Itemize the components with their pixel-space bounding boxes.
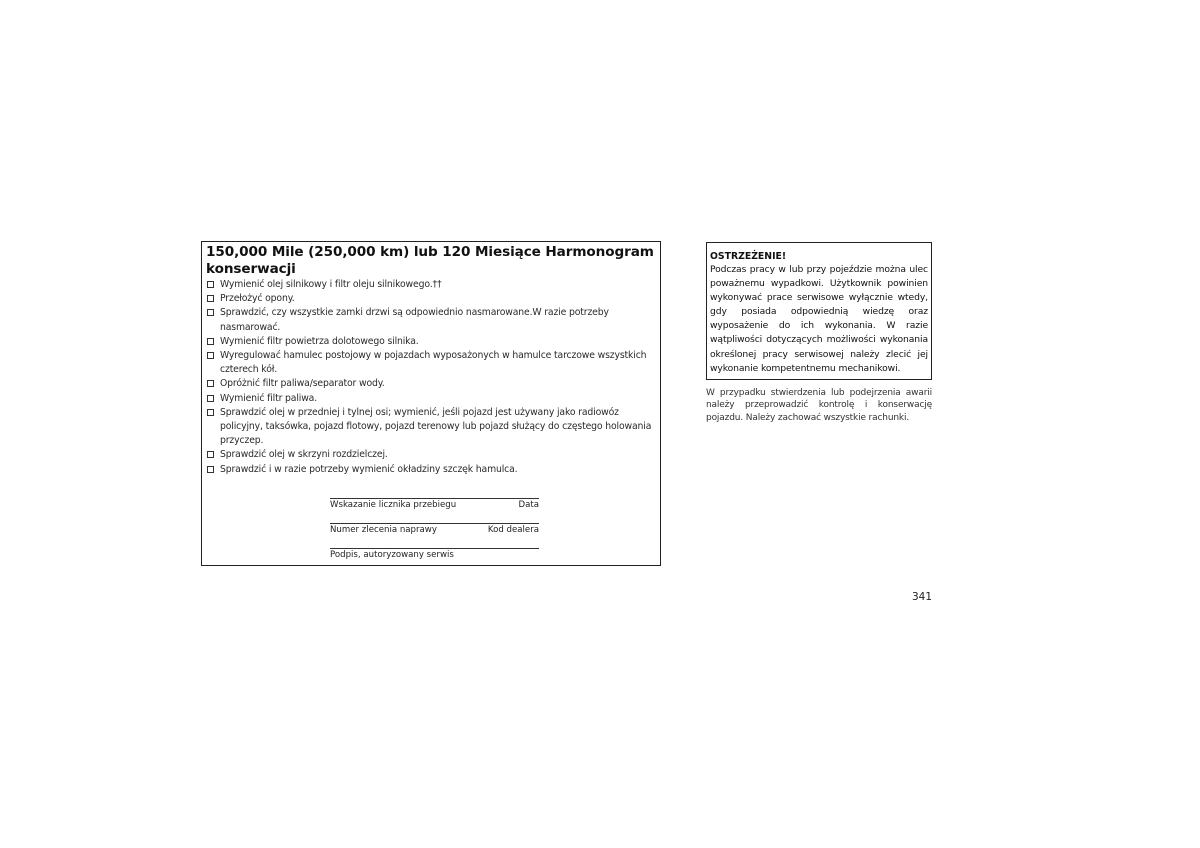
signature-row-authorized xyxy=(330,548,539,561)
odometer-label: Wskazanie licznika przebiegu xyxy=(330,500,457,510)
warning-title: OSTRZEŻENIE! xyxy=(710,251,787,262)
checkbox-icon xyxy=(207,466,214,473)
checklist-item-text: Przełożyć opony. xyxy=(220,293,295,305)
checkbox-icon xyxy=(207,295,214,302)
checkbox-icon xyxy=(207,352,214,359)
warning-text: Podczas pracy w lub przy pojeździe można ulec poważnemu wypadkowi. Użytkownik powinien wykonywać prace serwisowe wyłącznie wtedy, gdy posiada odpowiednią wiedzę oraz wyposażenie do ich wykonania. W razie wątpliwości dotyczących możliwości wykonania określonej pracy serwisowej należy zlecić jej wykonanie kompetentnemu mechanikowi. xyxy=(710,264,928,374)
checklist-item-text: Sprawdzić, czy wszystkie zamki drzwi są odpowiednio nasmarowane.W razie potrzeby nasmarować. xyxy=(220,307,609,333)
checklist-item-text: Wymienić olej silnikowy i filtr oleju silnikowego.†† xyxy=(220,279,442,290)
checklist-item-text: Sprawdzić i w razie potrzeby wymienić okładziny szczęk hamulca. xyxy=(220,463,518,475)
checkbox-icon xyxy=(207,309,214,316)
maintenance-checklist xyxy=(206,278,654,477)
checklist-item xyxy=(206,306,654,334)
dealer-code-label: Kod dealera xyxy=(487,525,539,535)
checkbox-icon xyxy=(207,281,214,288)
repair-order-label: Numer zlecenia naprawy xyxy=(330,525,437,535)
checklist-item-text: Opróżnić filtr paliwa/separator wody. xyxy=(220,378,385,390)
checklist-item xyxy=(206,349,654,377)
checklist-item-text: Wyregulować hamulec postojowy w pojazdach wyposażonych w hamulce tarczowe wszystkich czterech kół. xyxy=(220,350,647,376)
schedule-title: 150,000 Mile (250,000 km) lub 120 Miesiące Harmonogram konserwacji xyxy=(206,244,654,277)
checkbox-icon xyxy=(207,338,214,345)
checklist-item-text: Wymienić filtr paliwa. xyxy=(220,392,318,404)
signature-row-odometer xyxy=(330,498,539,511)
checklist-item xyxy=(206,377,654,391)
checklist-item-text: Sprawdzić olej w przedniej i tylnej osi; wymienić, jeśli pojazd jest używany jako radiowóz policyjny, taksówka, pojazd flotowy, pojazd terenowy lub pojazd służący do częstego holowania przyczep. xyxy=(220,406,652,447)
checklist-item xyxy=(206,278,654,292)
warning-box xyxy=(706,242,932,380)
signature-block xyxy=(330,498,539,573)
date-label: Data xyxy=(518,500,539,510)
checklist-item xyxy=(206,392,654,406)
maintenance-schedule-box xyxy=(201,241,661,566)
checklist-item xyxy=(206,292,654,306)
checklist-item-text: Wymienić filtr powietrza dolotowego silnika. xyxy=(220,335,419,347)
checkbox-icon xyxy=(207,395,214,402)
checklist-item xyxy=(206,406,654,449)
checklist-item xyxy=(206,448,654,462)
signature-row-repair-order xyxy=(330,523,539,536)
checkbox-icon xyxy=(207,380,214,387)
checklist-item xyxy=(206,463,654,477)
note-paragraph: W przypadku stwierdzenia lub podejrzenia awarii należy przeprowadzić kontrolę i konserwację pojazdu. Należy zachować wszystkie rachunki. xyxy=(706,388,932,423)
authorized-signature-label: Podpis, autoryzowany serwis xyxy=(330,550,454,560)
checklist-item xyxy=(206,335,654,349)
checklist-item-text: Sprawdzić olej w skrzyni rozdzielczej. xyxy=(220,449,388,461)
checkbox-icon xyxy=(207,409,214,416)
checkbox-icon xyxy=(207,451,214,458)
page-number: 341 xyxy=(912,591,933,603)
